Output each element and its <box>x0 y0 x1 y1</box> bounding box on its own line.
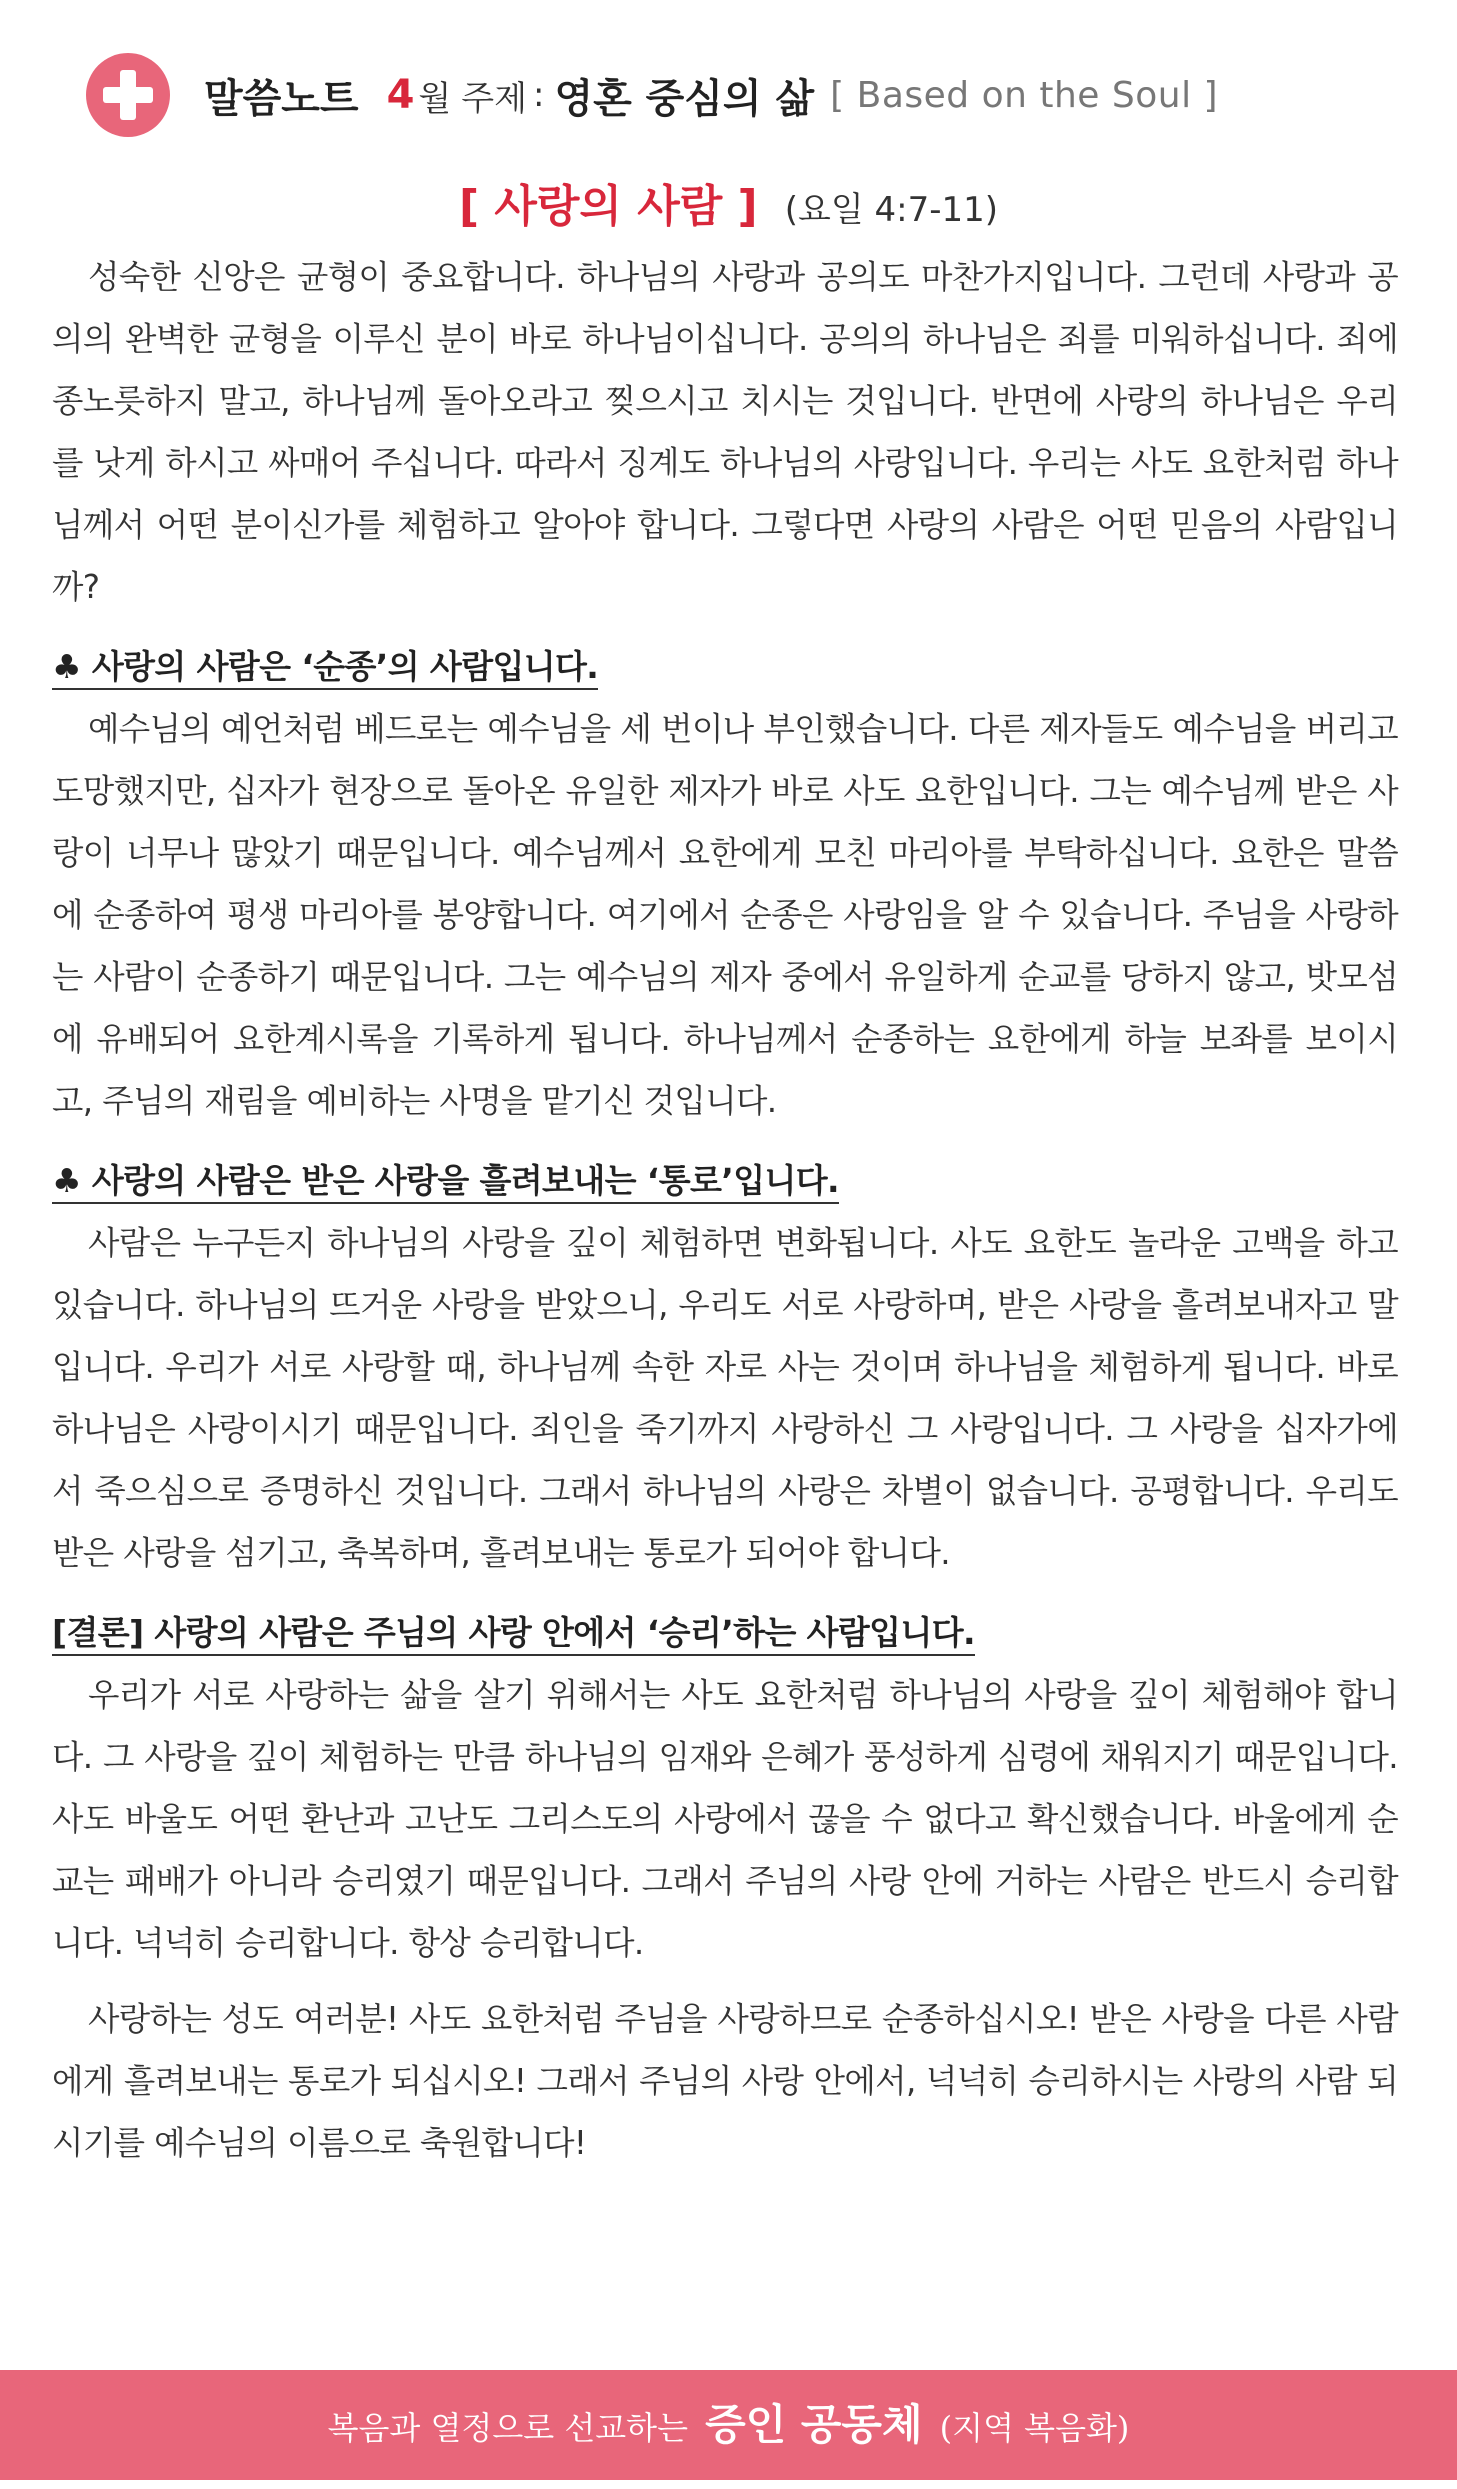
sermon-title-row <box>0 170 1457 240</box>
section-heading-obedience: ♣ 사랑의 사람은 ‘순종’의 사람입니다. <box>52 636 1398 698</box>
footer-subtitle: (지역 복음화) <box>939 2409 1130 2447</box>
closing-paragraph: 사랑하는 성도 여러분! 사도 요한처럼 주님을 사랑하므로 순종하십시오! 받은 사랑을 다른 사람에게 흘려보내는 통로가 되십시오! 그래서 주님의 사랑 안에서, 넉넉히 승리하시는 사랑의 사람 되시기를 예수님의 이름으로 축원합니다! <box>52 2000 1398 2162</box>
sermon-content <box>52 246 1398 2174</box>
footer-banner <box>0 2370 1457 2480</box>
section-heading-conclusion: [결론] 사랑의 사람은 주님의 사랑 안에서 ‘승리’하는 사람입니다. <box>52 1602 1398 1664</box>
section-heading-channel: ♣ 사랑의 사람은 받은 사랑을 흘려보내는 ‘통로’입니다. <box>52 1150 1398 1212</box>
intro-paragraph: 성숙한 신앙은 균형이 중요합니다. 하나님의 사랑과 공의도 마찬가지입니다. 그런데 사랑과 공의의 완벽한 균형을 이루신 분이 바로 하나님이십니다. 공의의 하나님은 죄를 미워하십니다. 죄에 종노릇하지 말고, 하나님께 돌아오라고 찢으시고 치시는 것입니다. 반면에 사랑의 하나님은 우리를 낫게 하시고 싸매어 주십니다. 따라서 징계도 하나님의 사랑입니다. 우리는 사도 요한처럼 하나님께서 어떤 분이신가를 체험하고 알아야 합니다. 그렇다면 사랑의 사람은 어떤 믿음의 사람입니까? <box>52 258 1398 606</box>
month-number: 4 <box>386 72 415 118</box>
scripture-reference: (요일 4:7-11) <box>784 190 999 230</box>
footer-tagline: 복음과 열정으로 선교하는 <box>327 2409 688 2447</box>
section-body-conclusion: 우리가 서로 사랑하는 삶을 살기 위해서는 사도 요한처럼 하나님의 사랑을 깊이 체험해야 합니다. 그 사랑을 깊이 체험하는 만큼 하나님의 임재와 은혜가 풍성하게 심령에 채워지기 때문입니다. 사도 바울도 어떤 환난과 고난도 그리스도의 사랑에서 끊을 수 없다고 확신했습니다. 바울에게 순교는 패배가 아니라 승리였기 때문입니다. 그래서 주님의 사랑 안에 거하는 사람은 반드시 승리합니다. 넉넉히 승리합니다. 항상 승리합니다. <box>52 1676 1398 1962</box>
monthly-theme-english: [ Based on the Soul ] <box>830 74 1219 116</box>
topic-label: 주제 <box>461 78 527 119</box>
note-label: 말씀노트 <box>204 75 359 122</box>
section-body-channel: 사람은 누구든지 하나님의 사랑을 깊이 체험하면 변화됩니다. 사도 요한도 놀라운 고백을 하고 있습니다. 하나님의 뜨거운 사랑을 받았으니, 우리도 서로 사랑하며, 받은 사랑을 흘려보내자고 말입니다. 우리가 서로 사랑할 때, 하나님께 속한 자로 사는 것이며 하나님을 체험하게 됩니다. 바로 하나님은 사랑이시기 때문입니다. 죄인을 죽기까지 사랑하신 그 사랑입니다. 그 사랑을 십자가에서 죽으심으로 증명하신 것입니다. 그래서 하나님의 사랑은 차별이 없습니다. 공평합니다. 우리도 받은 사랑을 섬기고, 축복하며, 흘려보내는 통로가 되어야 합니다. <box>52 1224 1398 1572</box>
month-suffix: 월 <box>418 78 452 119</box>
page-header <box>86 52 1397 138</box>
footer-church-name: 증인 공동체 <box>705 2400 923 2449</box>
sermon-title: [ 사랑의 사람 ] <box>458 181 758 232</box>
section-body-obedience: 예수님의 예언처럼 베드로는 예수님을 세 번이나 부인했습니다. 다른 제자들도 예수님을 버리고 도망했지만, 십자가 현장으로 돌아온 유일한 제자가 바로 사도 요한입니다. 그는 예수님께 받은 사랑이 너무나 많았기 때문입니다. 예수님께서 요한에게 모친 마리아를 부탁하십니다. 요한은 말씀에 순종하여 평생 마리아를 봉양합니다. 여기에서 순종은 사랑임을 알 수 있습니다. 주님을 사랑하는 사람이 순종하기 때문입니다. 그는 예수님의 제자 중에서 유일하게 순교를 당하지 않고, 밧모섬에 유배되어 요한계시록을 기록하게 됩니다. 하나님께서 순종하는 요한에게 하늘 보좌를 보이시고, 주님의 재림을 예비하는 사명을 맡기신 것입니다. <box>52 710 1398 1120</box>
monthly-theme: 영혼 중심의 삶 <box>554 75 815 122</box>
red-cross-icon <box>86 53 170 137</box>
topic-colon: : <box>532 75 545 115</box>
